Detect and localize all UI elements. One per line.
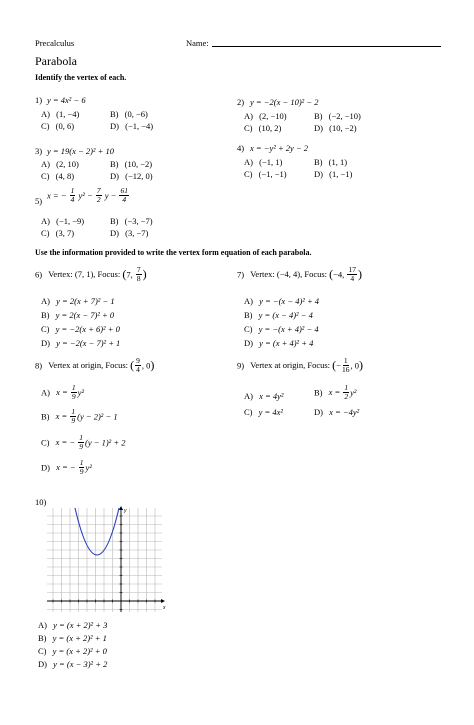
graph-y-arrow xyxy=(119,506,123,510)
q2-option-d[interactable]: D) (10, −2) xyxy=(314,123,357,133)
q7-option-a[interactable]: A) y = −(x − 4)² + 4 xyxy=(244,296,320,306)
q9-option-b[interactable]: B) x = $\frac{1}{2}$ y² xyxy=(314,383,357,401)
q8-header: 8) Vertex at origin, Focus: ( $\frac{9}{4}$ , 0) xyxy=(35,356,155,374)
q6-option-b[interactable]: B) y = 2(x − 7)² + 0 xyxy=(41,310,115,320)
q3-number: 3) xyxy=(35,146,43,156)
q4-number: 4) xyxy=(237,143,245,153)
q1-option-b[interactable]: B) (0, −6) xyxy=(110,109,148,119)
q1-option-a[interactable]: A) (1, −4) xyxy=(41,109,80,119)
q10-option-b[interactable]: B) y = (x + 2)² + 1 xyxy=(38,633,107,643)
q4-option-a[interactable]: A) (−1, 1) xyxy=(244,157,283,167)
q2-option-b[interactable]: B) (−2, −10) xyxy=(314,111,361,121)
graph-x-arrow xyxy=(161,599,165,603)
q1-number: 1) xyxy=(35,95,43,105)
q2-option-a[interactable]: A) (2, −10) xyxy=(244,111,287,121)
q5-number: 5) xyxy=(35,196,43,206)
q9-focus-frac: $\frac{1}{16}$ xyxy=(341,356,350,374)
graph-grid xyxy=(47,508,162,612)
q8-option-d[interactable]: D) x = − $\frac{1}{9}$ y² xyxy=(41,458,92,476)
q6-option-a[interactable]: A) y = 2(x + 7)² − 1 xyxy=(41,296,115,306)
q5-frac-1: $\frac{1}{4}$ xyxy=(70,186,75,204)
q10-graph xyxy=(44,505,170,617)
q5-option-a[interactable]: A) (−1, −9) xyxy=(41,216,85,226)
name-label: Name: xyxy=(186,38,209,48)
q8-focus-frac: $\frac{9}{4}$ xyxy=(136,356,140,374)
q6-focus-frac: $\frac{7}{8}$ xyxy=(136,265,141,283)
q3-option-b[interactable]: B) (10, −2) xyxy=(110,159,153,169)
q2-option-c[interactable]: C) (10, 2) xyxy=(244,123,282,133)
q9-header: 9) Vertex at origin, Focus: (− $\frac{1}{16}$ , 0) xyxy=(237,356,363,374)
q1-equation: y = 4x² − 6 xyxy=(47,95,86,105)
q9-option-a[interactable]: A) x = 4y² xyxy=(244,391,284,401)
q5-option-d[interactable]: D) (3, −7) xyxy=(110,228,149,238)
section1-instruction: Identify the vertex of each. xyxy=(35,73,127,82)
q3-option-a[interactable]: A) (2, 10) xyxy=(41,159,79,169)
q4-option-d[interactable]: D) (1, −1) xyxy=(314,169,353,179)
q3-equation: y = 19(x − 2)² + 10 xyxy=(47,146,114,156)
q4-equation: x = −y² + 2y − 2 xyxy=(250,143,309,153)
q1-option-d[interactable]: D) (−1, −4) xyxy=(110,121,154,131)
q6-option-c[interactable]: C) y = −2(x + 6)² + 0 xyxy=(41,324,120,334)
q7-option-c[interactable]: C) y = −(x + 4)² − 4 xyxy=(244,324,319,334)
q10-option-d[interactable]: D) y = (x − 3)² + 2 xyxy=(38,659,108,669)
q8-option-b[interactable]: B) x = $\frac{1}{9}$ (y − 2)² − 1 xyxy=(41,407,118,425)
q7-header: 7) Vertex: (−4, 4), Focus: (−4, $\frac{17}{4}$ ) xyxy=(237,265,362,283)
q4-option-b[interactable]: B) (1, 1) xyxy=(314,157,348,167)
course-label: Precalculus xyxy=(35,38,75,48)
q3-option-d[interactable]: D) (−12, 0) xyxy=(110,171,153,181)
q8-option-a[interactable]: A) x = $\frac{1}{9}$ y² xyxy=(41,383,84,401)
q6-option-d[interactable]: D) y = −2(x − 7)² + 1 xyxy=(41,338,121,348)
q10-option-a[interactable]: A) y = (x + 2)² + 3 xyxy=(38,620,108,630)
q4-option-c[interactable]: C) (−1, −1) xyxy=(244,169,287,179)
q9-option-c[interactable]: C) y = 4x² xyxy=(244,407,283,417)
q10-number: 10) xyxy=(35,497,47,507)
q7-focus-frac: $\frac{17}{4}$ xyxy=(348,265,356,283)
page-title: Parabola xyxy=(35,54,77,68)
q5-option-c[interactable]: C) (3, 7) xyxy=(41,228,75,238)
q2-number: 2) xyxy=(237,97,245,107)
q2-equation: y = −2(x − 10)² − 2 xyxy=(250,97,319,107)
q5-frac-2: $\frac{7}{2}$ xyxy=(96,186,101,204)
q1-option-c[interactable]: C) (0, 6) xyxy=(41,121,75,131)
graph-x-label: x xyxy=(163,605,166,611)
section2-instruction: Use the information provided to write the vertex form equation of each parabola. xyxy=(35,248,312,257)
name-underline xyxy=(212,46,441,47)
q8-option-c[interactable]: C) x = − $\frac{1}{9}$ (y − 1)² + 2 xyxy=(41,433,126,451)
q9-option-d[interactable]: D) x = −4y² xyxy=(314,407,360,417)
q7-option-d[interactable]: D) y = (x + 4)² + 4 xyxy=(244,338,314,348)
q5-option-b[interactable]: B) (−3, −7) xyxy=(110,216,153,226)
q3-option-c[interactable]: C) (4, 8) xyxy=(41,171,75,181)
q10-option-c[interactable]: C) y = (x + 2)² + 0 xyxy=(38,646,107,656)
graph-y-label: y xyxy=(124,508,127,514)
q7-option-b[interactable]: B) y = (x − 4)² − 4 xyxy=(244,310,313,320)
q5-equation: x = − $\frac{1}{4}$ y² − $\frac{7}{2}$ y − $\frac{61}{4}$ xyxy=(47,186,128,204)
q5-frac-3: $\frac{61}{4}$ xyxy=(120,186,128,204)
q6-header: 6) Vertex: (7, 1), Focus: (7, $\frac{7}{8}$ ) xyxy=(35,265,147,283)
